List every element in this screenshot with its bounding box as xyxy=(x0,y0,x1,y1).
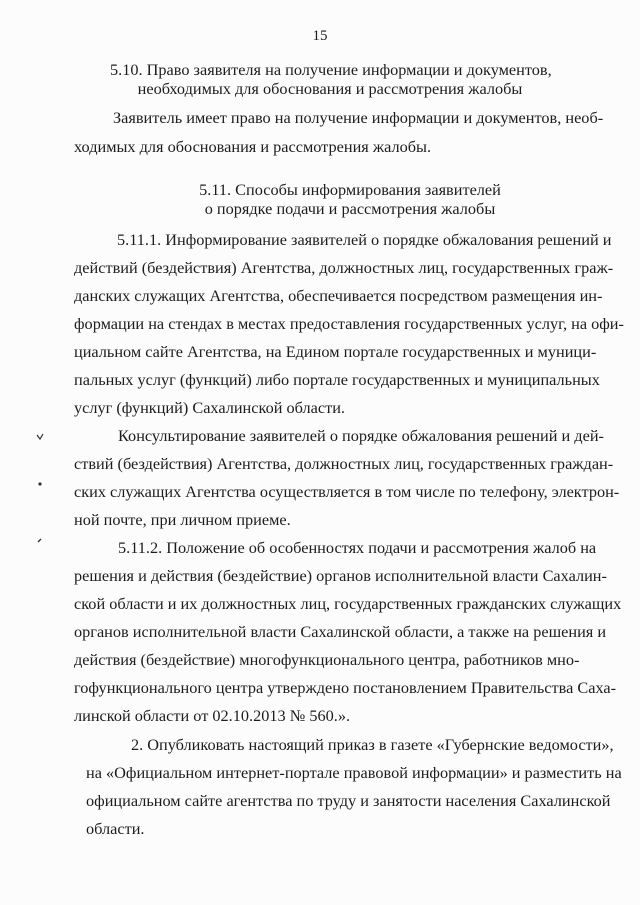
paragraph-line: решения и действия (бездействие) органов исполнительной власти Сахалин- xyxy=(74,566,607,585)
paragraph-line: услуг (функций) Сахалинской области. xyxy=(74,398,346,417)
section-heading-line: 5.10. Право заявителя на получение информации и документов, xyxy=(110,60,552,79)
section-heading-line: 5.11. Способы информирования заявителей xyxy=(199,180,501,199)
section-heading-line: о порядке подачи и рассмотрения жалобы xyxy=(204,199,496,218)
paragraph-line: гофункционального центра утверждено постановлением Правительства Саха- xyxy=(74,678,617,697)
paragraph-line: действия (бездействие) многофункционального центра, работников мно- xyxy=(74,650,580,669)
paragraph-line: органов исполнительной власти Сахалинской области, а также на решения и xyxy=(74,622,607,641)
paragraph-line: пальных услуг (функций) либо портале государственных и муниципальных xyxy=(74,370,600,389)
paragraph-line: Консультирование заявителей о порядке обжалования решений и дей- xyxy=(118,426,604,445)
page-number: 15 xyxy=(312,28,328,44)
paragraph-line: циальном сайте Агентства, на Едином портале государственных и муници- xyxy=(74,342,597,361)
paragraph-line: данских служащих Агентства, обеспечивается посредством размещения ин- xyxy=(74,286,603,305)
paragraph-line: ских служащих Агентства осуществляется в том числе по телефону, электрон- xyxy=(74,482,620,501)
paragraph-line: ской области и их должностных лиц, государственных гражданских служащих xyxy=(74,594,622,613)
paragraph-line: действий (бездействия) Агентства, должностных лиц, государственных граж- xyxy=(74,258,614,277)
section-heading-line: необходимых для обоснования и рассмотрения жалобы xyxy=(137,79,523,98)
paragraph-line: 5.11.1. Информирование заявителей о порядке обжалования решений и xyxy=(117,230,612,249)
paragraph-line: ной почте, при личном приеме. xyxy=(74,510,291,529)
paragraph-line: 5.11.2. Положение об особенностях подачи и рассмотрения жалоб на xyxy=(118,538,597,557)
paragraph-line: ствий (бездействия) Агентства, должностных лиц, государственных граждан- xyxy=(74,454,614,473)
paragraph-line: Заявитель имеет право на получение информации и документов, необ- xyxy=(113,108,604,127)
scan-speck xyxy=(36,433,44,441)
paragraph-line: линской области от 02.10.2013 № 560.». xyxy=(74,706,351,725)
paragraph-line: ходимых для обоснования и рассмотрения жалобы. xyxy=(74,137,432,156)
scan-speck xyxy=(36,537,43,544)
paragraph-line: области. xyxy=(86,819,145,838)
paragraph-line: 2. Опубликовать настоящий приказ в газете «Губернские ведомости», xyxy=(131,735,614,754)
paragraph-line: официальном сайте агентства по труду и занятости населения Сахалинской xyxy=(86,791,611,810)
paragraph-line: на «Официальном интернет-портале правовой информации» и разместить на xyxy=(86,763,622,782)
paragraph-line: формации на стендах в местах предоставления государственных услуг, на офи- xyxy=(74,314,624,333)
scan-speck xyxy=(37,481,43,487)
